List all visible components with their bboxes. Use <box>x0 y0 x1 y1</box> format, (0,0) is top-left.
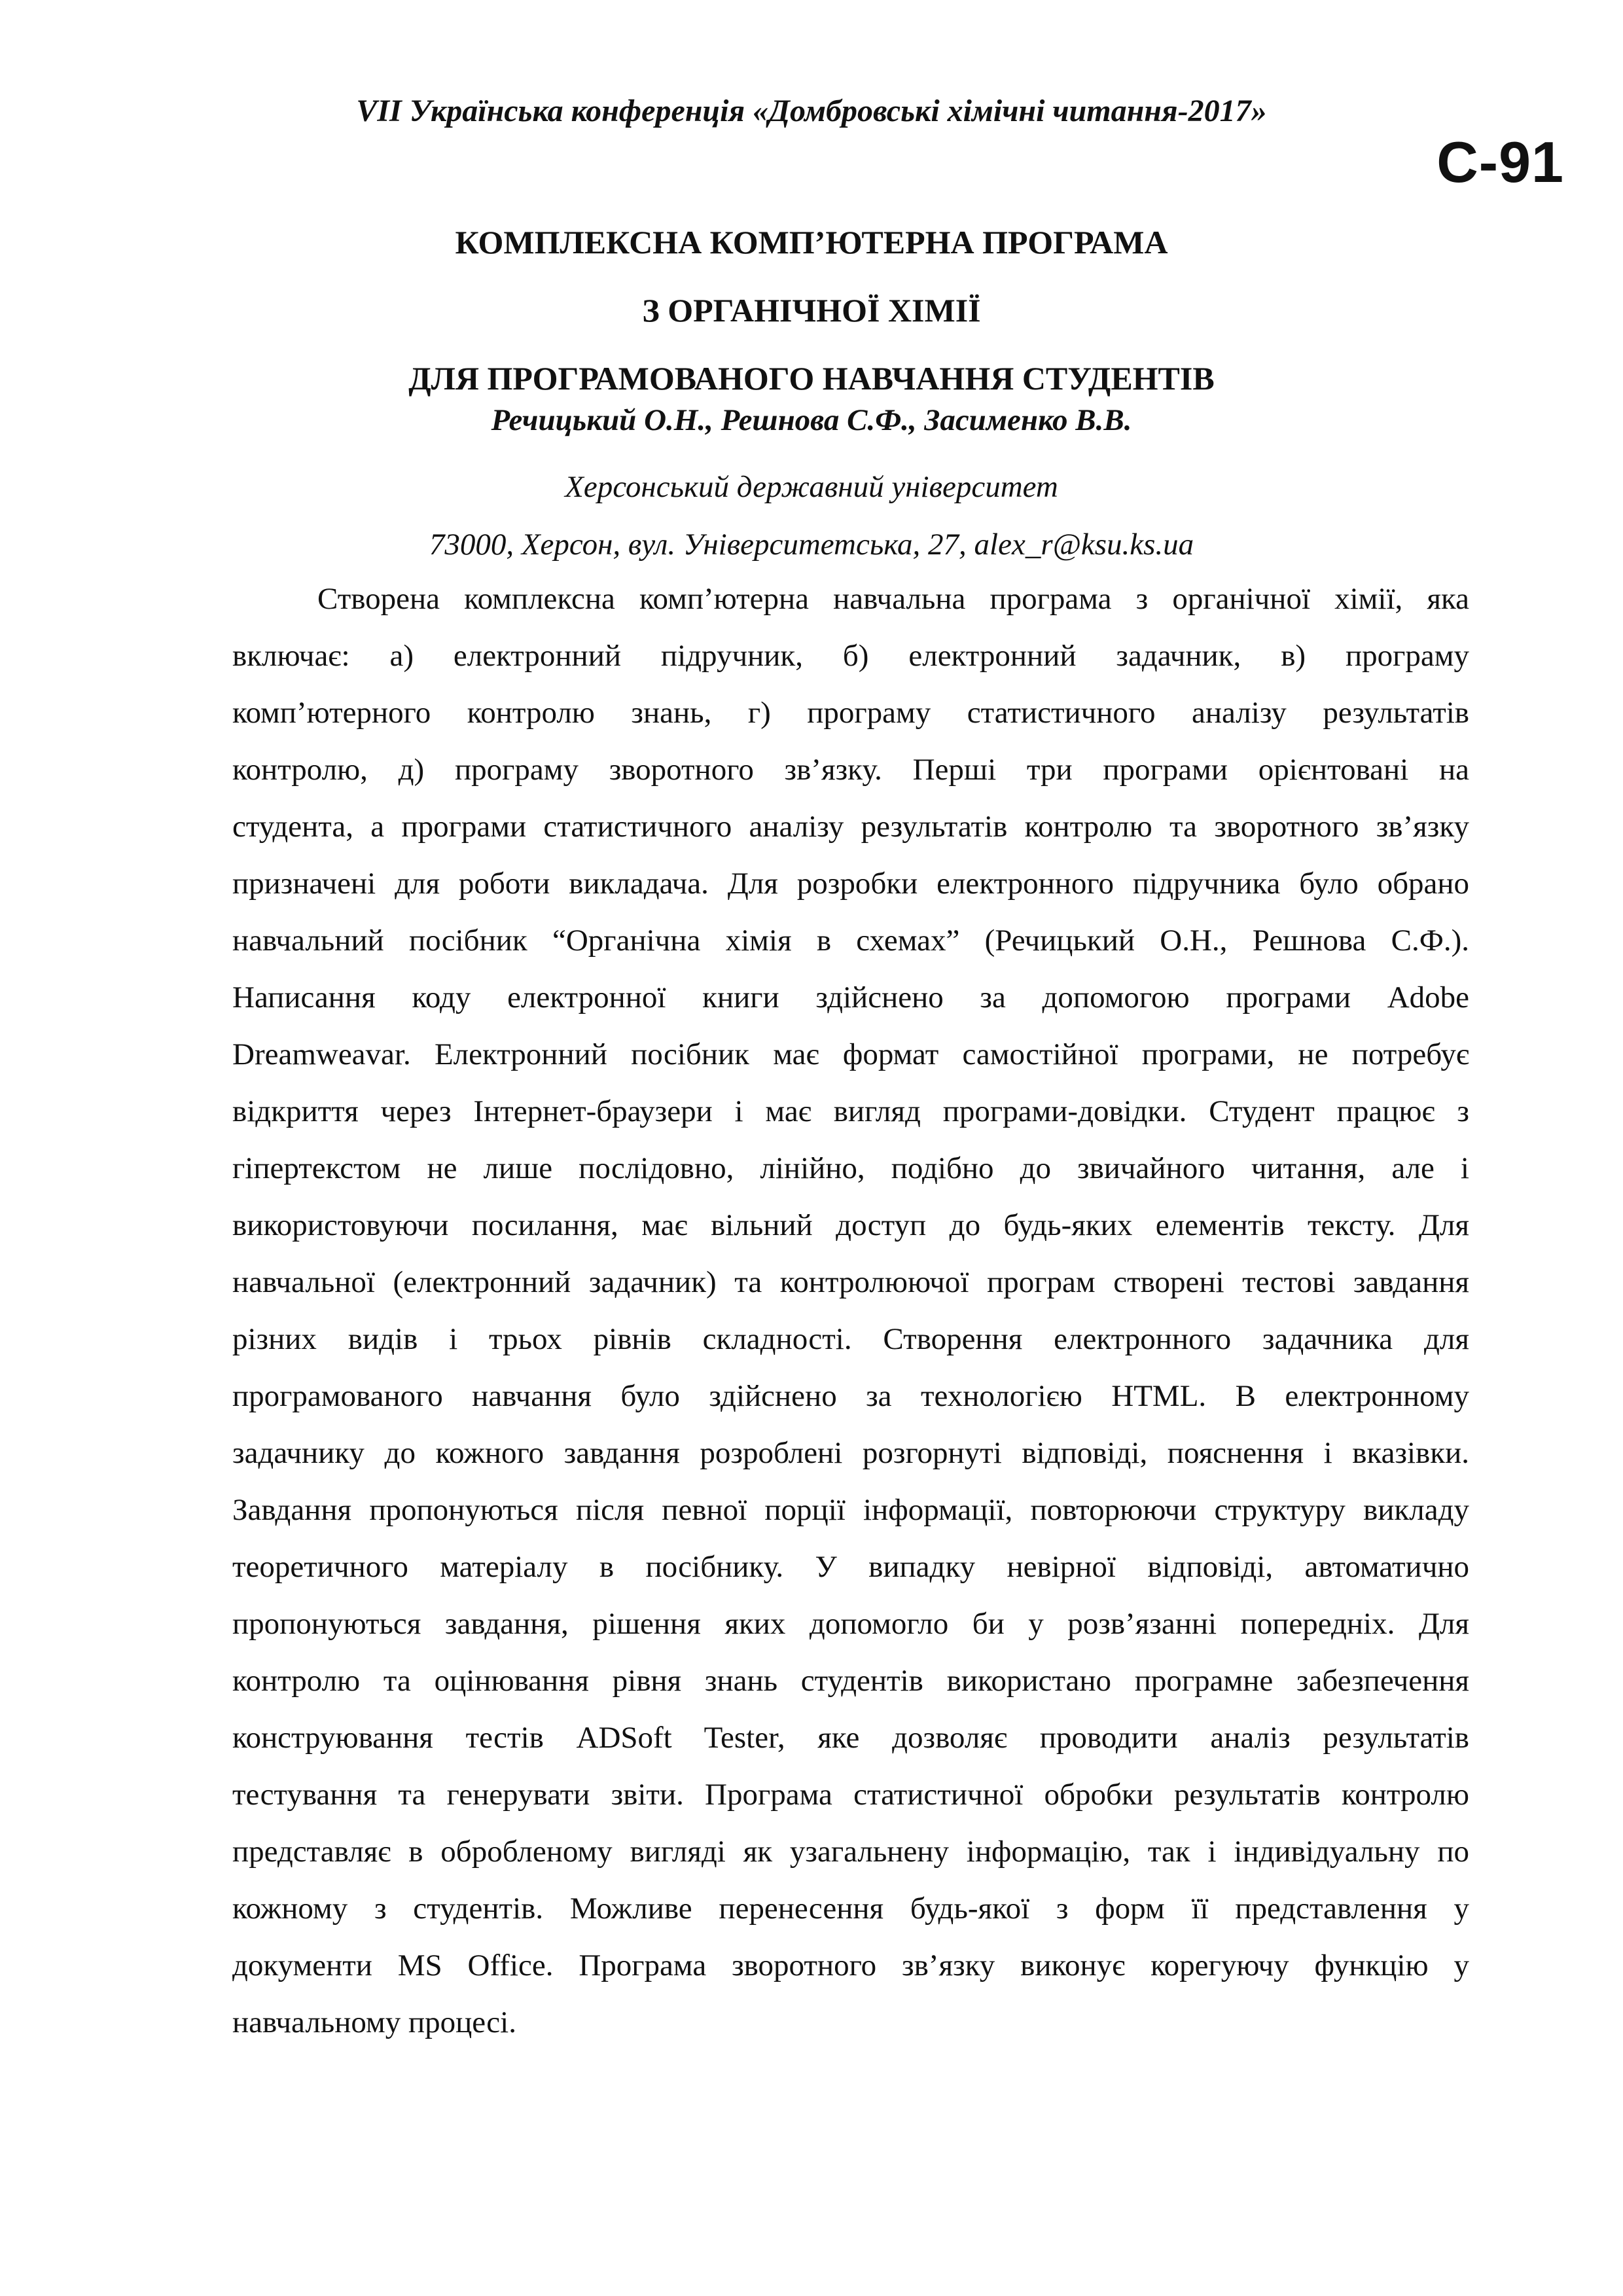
body-line: навчальної (електронний задачник) та контролюючої програм створені тестові завдання <box>232 1265 1469 1299</box>
body-line: гіпертекстом не лише послідовно, лінійно, подібно до звичайного читання, але і <box>232 1151 1469 1185</box>
abstract-body <box>232 571 1469 2051</box>
body-line: студента, а програми статистичного аналізу результатів контролю та зворотного зв’язку <box>232 810 1469 844</box>
conference-header: VII Українська конференція «Домбровські хімічні читання-2017» <box>356 94 1267 128</box>
body-line: задачнику до кожного завдання розроблені розгорнуті відповіді, пояснення і вказівки. <box>232 1436 1469 1470</box>
paper-title <box>0 208 1623 412</box>
title-line: З ОРГАНІЧНОЇ ХІМІЇ <box>642 292 981 329</box>
body-line: програмованого навчання було здійснено за технологією HTML. В електронному <box>232 1379 1469 1413</box>
body-line: контролю та оцінювання рівня знань студентів використано програмне забезпечення <box>232 1664 1469 1698</box>
title-line: ДЛЯ ПРОГРАМОВАНОГО НАВЧАННЯ СТУДЕНТІВ <box>408 360 1215 397</box>
body-line: навчальний посібник “Органічна хімія в схемах” (Речицький О.Н., Решнова С.Ф.). <box>232 924 1469 958</box>
body-line: представляє в обробленому вигляді як узагальнену інформацію, так і індивідуальну по <box>232 1835 1469 1869</box>
body-line: документи MS Office. Програма зворотного зв’язку виконує корегуючу функцію у <box>232 1948 1469 1982</box>
abstract-code: С-91 <box>1436 130 1564 194</box>
body-line: навчальному процесі. <box>232 2005 516 2039</box>
body-line: контролю, д) програму зворотного зв’язку. Перші три програми орієнтовані на <box>232 753 1469 787</box>
body-line: Написання коду електронної книги здійснено за допомогою програми Adobe <box>232 980 1469 1014</box>
body-line: включає: а) електронний підручник, б) електронний задачник, в) програму <box>232 639 1469 673</box>
body-line: кожному з студентів. Можливе перенесення будь-якої з форм її представлення у <box>232 1892 1469 1926</box>
address: 73000, Херсон, вул. Університетська, 27, alex_r@ksu.ks.ua <box>429 528 1194 562</box>
body-line: Завдання пропонуються після певної порції інформації, повторюючи структуру викладу <box>232 1493 1469 1527</box>
body-line: теоретичного матеріалу в посібнику. У випадку невірної відповіді, автоматично <box>232 1550 1469 1584</box>
authors: Речицький О.Н., Решнова С.Ф., Засименко В.В. <box>491 403 1132 437</box>
title-line: КОМПЛЕКСНА КОМП’ЮТЕРНА ПРОГРАМА <box>455 224 1168 260</box>
body-line: пропонуються завдання, рішення яких допомогло би у розв’язанні попередніх. Для <box>232 1607 1469 1641</box>
body-line: тестування та генерувати звіти. Програма статистичної обробки результатів контролю <box>232 1778 1469 1812</box>
institution: Херсонський державний університет <box>565 470 1058 504</box>
body-line: комп’ютерного контролю знань, г) програму статистичного аналізу результатів <box>232 696 1469 730</box>
body-line: використовуючи посилання, має вільний доступ до будь-яких елементів тексту. Для <box>232 1208 1469 1242</box>
body-line: відкриття через Інтернет-браузери і має вигляд програми-довідки. Студент працює з <box>232 1094 1469 1128</box>
body-line: призначені для роботи викладача. Для розробки електронного підручника було обрано <box>232 867 1469 901</box>
affiliation <box>0 458 1623 573</box>
body-line: Створена комплексна комп’ютерна навчальна програма з органічної хімії, яка <box>317 582 1469 616</box>
body-line: Dreamweavar. Електронний посібник має формат самостійної програми, не потребує <box>232 1037 1469 1071</box>
body-line: конструювання тестів ADSoft Tester, яке дозволяє проводити аналіз результатів <box>232 1721 1469 1755</box>
body-line: різних видів і трьох рівнів складності. Створення електронного задачника для <box>232 1322 1469 1356</box>
